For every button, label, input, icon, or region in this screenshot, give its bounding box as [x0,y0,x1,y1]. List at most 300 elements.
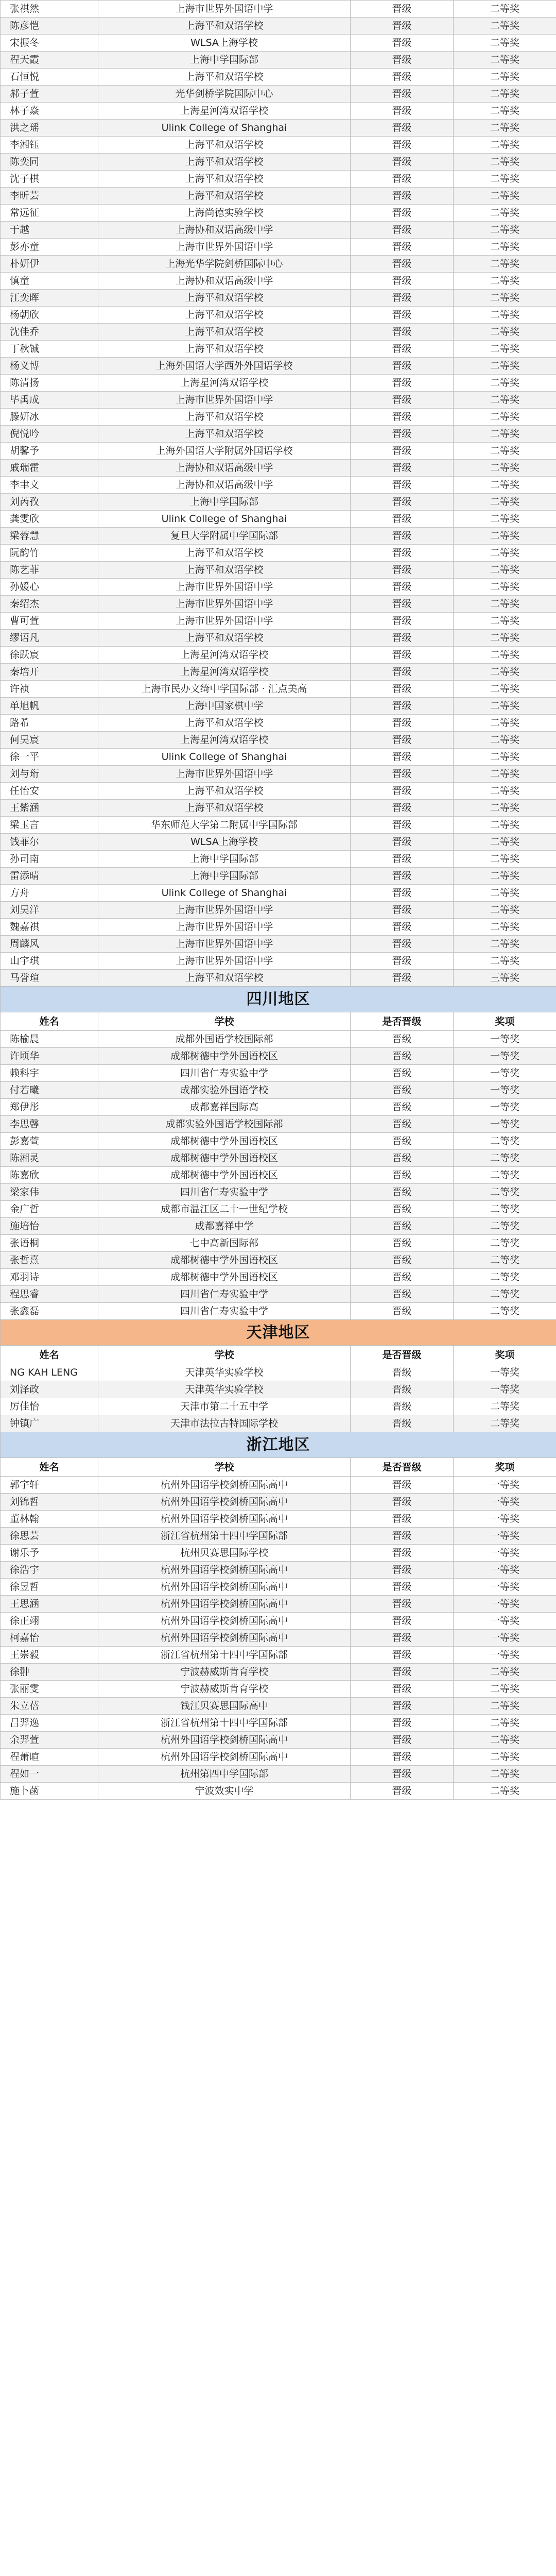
school-cell: 成都嘉祥国际高 [98,1099,351,1116]
advancement-cell: 晋级 [351,579,454,596]
school-cell: 上海平和双语学校 [98,783,351,800]
school-cell: 杭州外国语学校剑桥国际高中 [98,1596,351,1613]
table-row [1,1562,556,1579]
table-row [1,1579,556,1596]
advancement-column-header: 是否晋级 [351,1346,454,1364]
award-cell: 二等奖 [454,919,556,936]
award-cell: 二等奖 [454,698,556,715]
student-name-cell: 刘锦哲 [1,1494,98,1511]
student-name-cell: 邓羽诗 [1,1269,98,1286]
advancement-cell: 晋级 [351,766,454,783]
award-cell: 二等奖 [454,1398,556,1415]
school-cell: Ulink College of Shanghai [98,885,351,902]
school-cell: 上海星河湾双语学校 [98,375,351,392]
award-cell: 二等奖 [454,188,556,205]
advancement-cell: 晋级 [351,273,454,290]
school-cell: 上海平和双语学校 [98,562,351,579]
student-name-cell: 厉佳怡 [1,1398,98,1415]
table-row [1,1269,556,1286]
school-cell: 上海平和双语学校 [98,970,351,987]
school-cell: 四川省仁寿实验中学 [98,1184,351,1201]
advancement-cell: 晋级 [351,562,454,579]
advancement-cell: 晋级 [351,1,454,18]
advancement-cell: 晋级 [351,409,454,426]
column-header-row [1,1458,556,1477]
student-name-cell: 方舟 [1,885,98,902]
award-cell: 一等奖 [454,1364,556,1381]
advancement-cell: 晋级 [351,664,454,681]
advancement-cell: 晋级 [351,1630,454,1647]
table-row [1,715,556,732]
school-cell: 上海平和双语学校 [98,171,351,188]
award-cell: 二等奖 [454,783,556,800]
column-header-row [1,1012,556,1031]
table-row [1,1099,556,1116]
school-cell: 上海中学国际部 [98,868,351,885]
student-name-cell: 刘芮孜 [1,494,98,511]
student-name-cell: 徐思芸 [1,1528,98,1545]
student-name-cell: 陈清扬 [1,375,98,392]
advancement-cell: 晋级 [351,749,454,766]
table-row [1,52,556,69]
advancement-cell: 晋级 [351,732,454,749]
school-cell: 上海平和双语学校 [98,800,351,817]
award-cell: 二等奖 [454,341,556,358]
column-header-row [1,1346,556,1364]
table-row [1,154,556,171]
advancement-cell: 晋级 [351,1415,454,1432]
table-row [1,749,556,766]
school-cell: 天津市第二十五中学 [98,1398,351,1415]
student-name-cell: 孙媛心 [1,579,98,596]
advancement-cell: 晋级 [351,69,454,86]
student-name-cell: 钟镇广 [1,1415,98,1432]
student-name-cell: 王紫涵 [1,800,98,817]
advancement-cell: 晋级 [351,477,454,494]
award-cell: 二等奖 [454,1766,556,1783]
student-name-cell: NG KAH LENG [1,1364,98,1381]
school-cell: 上海星河湾双语学校 [98,647,351,664]
advancement-cell: 晋级 [351,1082,454,1099]
advancement-cell: 晋级 [351,817,454,834]
advancement-cell: 晋级 [351,460,454,477]
advancement-cell: 晋级 [351,358,454,375]
student-name-cell: 陈奕同 [1,154,98,171]
table-row [1,851,556,868]
table-row [1,1381,556,1398]
student-name-cell: 梁家伟 [1,1184,98,1201]
advancement-cell: 晋级 [351,120,454,137]
school-cell: 上海星河湾双语学校 [98,732,351,749]
school-cell: 上海协和双语高级中学 [98,460,351,477]
table-row [1,528,556,545]
award-cell: 二等奖 [454,715,556,732]
award-cell: 二等奖 [454,902,556,919]
award-cell: 二等奖 [454,52,556,69]
student-name-cell: 郭宇轩 [1,1477,98,1494]
advancement-column-header: 是否晋级 [351,1012,454,1031]
award-cell: 一等奖 [454,1494,556,1511]
table-row [1,579,556,596]
student-name-cell: 张祺然 [1,1,98,18]
region-header-sichuan [1,987,556,1012]
award-cell: 二等奖 [454,1133,556,1150]
table-row [1,1286,556,1303]
award-column-header: 奖项 [454,1346,556,1364]
advancement-cell: 晋级 [351,154,454,171]
table-row [1,477,556,494]
award-cell: 二等奖 [454,1150,556,1167]
advancement-column-header: 是否晋级 [351,1458,454,1477]
advancement-cell: 晋级 [351,443,454,460]
student-name-cell: 程如一 [1,1766,98,1783]
advancement-cell: 晋级 [351,35,454,52]
advancement-cell: 晋级 [351,171,454,188]
table-row [1,953,556,970]
award-cell: 二等奖 [454,851,556,868]
school-cell: 上海市世界外国语中学 [98,239,351,256]
school-cell: 上海平和双语学校 [98,188,351,205]
region-title: 四川地区 [1,987,556,1012]
award-cell: 二等奖 [454,1286,556,1303]
advancement-cell: 晋级 [351,1698,454,1715]
school-cell: 宁波赫威斯肯育学校 [98,1664,351,1681]
school-cell: 成都树德中学外国语校区 [98,1269,351,1286]
table-row [1,222,556,239]
school-cell: 上海平和双语学校 [98,409,351,426]
school-cell: 上海中国家棋中学 [98,698,351,715]
student-name-cell: 付若曦 [1,1082,98,1099]
student-name-cell: 滕妍冰 [1,409,98,426]
award-cell: 二等奖 [454,358,556,375]
student-name-cell: 徐一平 [1,749,98,766]
award-cell: 二等奖 [454,1749,556,1766]
student-name-cell: 金广哲 [1,1201,98,1218]
student-name-cell: 许顷华 [1,1048,98,1065]
student-name-cell: 董林翰 [1,1511,98,1528]
advancement-cell: 晋级 [351,851,454,868]
award-cell: 一等奖 [454,1031,556,1048]
award-cell: 二等奖 [454,1,556,18]
student-name-cell: 彭嘉萱 [1,1133,98,1150]
table-row [1,1494,556,1511]
student-name-cell: 路希 [1,715,98,732]
school-cell: 上海平和双语学校 [98,545,351,562]
school-cell: 上海市世界外国语中学 [98,1,351,18]
advancement-cell: 晋级 [351,256,454,273]
award-cell: 一等奖 [454,1596,556,1613]
award-column-header: 奖项 [454,1012,556,1031]
award-cell: 二等奖 [454,120,556,137]
table-row [1,596,556,613]
advancement-cell: 晋级 [351,1732,454,1749]
student-name-cell: 施培怡 [1,1218,98,1235]
student-name-cell: 徐正翊 [1,1613,98,1630]
table-row [1,766,556,783]
advancement-cell: 晋级 [351,1150,454,1167]
award-cell: 二等奖 [454,35,556,52]
advancement-cell: 晋级 [351,1562,454,1579]
award-cell: 二等奖 [454,766,556,783]
student-name-cell: 倪悦吟 [1,426,98,443]
table-row [1,273,556,290]
advancement-cell: 晋级 [351,1647,454,1664]
student-name-cell: 赖科宇 [1,1065,98,1082]
student-name-cell: 李昕芸 [1,188,98,205]
student-name-cell: 程思睿 [1,1286,98,1303]
award-cell: 二等奖 [454,426,556,443]
school-cell: 宁波赫威斯肯育学校 [98,1681,351,1698]
school-cell: 上海尚德实验学校 [98,205,351,222]
student-name-cell: 秦绍杰 [1,596,98,613]
name-column-header: 姓名 [1,1012,98,1031]
table-row [1,1167,556,1184]
school-cell: 成都树德中学外国语校区 [98,1150,351,1167]
advancement-cell: 晋级 [351,1596,454,1613]
student-name-cell: 于越 [1,222,98,239]
advancement-cell: 晋级 [351,1766,454,1783]
table-row [1,936,556,953]
table-row [1,375,556,392]
table-row [1,1364,556,1381]
school-cell: 上海平和双语学校 [98,426,351,443]
table-row [1,1511,556,1528]
student-name-cell: 任怡安 [1,783,98,800]
award-cell: 二等奖 [454,460,556,477]
table-row [1,69,556,86]
school-cell: 华东师范大学第二附属中学国际部 [98,817,351,834]
award-cell: 二等奖 [454,205,556,222]
student-name-cell: 宋振冬 [1,35,98,52]
school-cell: 上海星河湾双语学校 [98,664,351,681]
award-cell: 二等奖 [454,1303,556,1320]
table-row [1,256,556,273]
award-cell: 二等奖 [454,494,556,511]
student-name-cell: 李聿文 [1,477,98,494]
table-row [1,18,556,35]
region-header-zhejiang [1,1432,556,1458]
award-cell: 二等奖 [454,1252,556,1269]
student-name-cell: 刘与珩 [1,766,98,783]
award-cell: 二等奖 [454,630,556,647]
school-cell: 成都嘉祥中学 [98,1218,351,1235]
school-cell: 上海平和双语学校 [98,69,351,86]
award-cell: 二等奖 [454,579,556,596]
school-cell: 杭州外国语学校剑桥国际高中 [98,1494,351,1511]
table-row [1,137,556,154]
advancement-cell: 晋级 [351,545,454,562]
student-name-cell: 孙司南 [1,851,98,868]
advancement-cell: 晋级 [351,205,454,222]
table-row [1,171,556,188]
advancement-cell: 晋级 [351,936,454,953]
school-cell: 四川省仁寿实验中学 [98,1065,351,1082]
table-row [1,86,556,103]
award-cell: 二等奖 [454,409,556,426]
table-row [1,1545,556,1562]
student-name-cell: 王思涵 [1,1596,98,1613]
school-cell: 宁波效实中学 [98,1783,351,1800]
advancement-cell: 晋级 [351,137,454,154]
award-cell: 一等奖 [454,1562,556,1579]
award-cell: 二等奖 [454,596,556,613]
award-cell: 二等奖 [454,1415,556,1432]
school-cell: 上海平和双语学校 [98,341,351,358]
award-cell: 二等奖 [454,613,556,630]
award-cell: 一等奖 [454,1082,556,1099]
student-name-cell: 山宇琪 [1,953,98,970]
award-cell: 二等奖 [454,817,556,834]
award-cell: 一等奖 [454,1099,556,1116]
student-name-cell: 龚雯欣 [1,511,98,528]
table-row [1,698,556,715]
school-cell: 上海市世界外国语中学 [98,392,351,409]
advancement-cell: 晋级 [351,324,454,341]
table-row [1,732,556,749]
school-column-header: 学校 [98,1458,351,1477]
student-name-cell: 梁蓉慧 [1,528,98,545]
advancement-cell: 晋级 [351,1511,454,1528]
table-row [1,35,556,52]
table-row [1,1613,556,1630]
school-cell: 天津英华实验学校 [98,1364,351,1381]
student-name-cell: 秦培开 [1,664,98,681]
award-cell: 二等奖 [454,885,556,902]
student-name-cell: 张语桐 [1,1235,98,1252]
award-cell: 一等奖 [454,1381,556,1398]
school-cell: Ulink College of Shanghai [98,749,351,766]
advancement-cell: 晋级 [351,1494,454,1511]
advancement-cell: 晋级 [351,613,454,630]
school-cell: 复旦大学附属中学国际部 [98,528,351,545]
award-cell: 二等奖 [454,681,556,698]
award-cell: 二等奖 [454,1269,556,1286]
award-cell: 一等奖 [454,1065,556,1082]
award-cell: 二等奖 [454,1698,556,1715]
school-cell: 上海平和双语学校 [98,137,351,154]
student-name-cell: 余羿萱 [1,1732,98,1749]
school-cell: 上海平和双语学校 [98,324,351,341]
award-cell: 二等奖 [454,1235,556,1252]
award-cell: 二等奖 [454,1167,556,1184]
school-cell: 杭州贝赛思国际学校 [98,1545,351,1562]
school-cell: 上海市世界外国语中学 [98,919,351,936]
table-row [1,188,556,205]
table-row [1,494,556,511]
school-cell: 上海平和双语学校 [98,307,351,324]
award-cell: 二等奖 [454,103,556,120]
advancement-cell: 晋级 [351,596,454,613]
school-cell: Ulink College of Shanghai [98,120,351,137]
student-name-cell: 陈彦恺 [1,18,98,35]
table-row [1,817,556,834]
school-cell: 杭州第四中学国际部 [98,1766,351,1783]
school-cell: 上海市世界外国语中学 [98,902,351,919]
table-row [1,1664,556,1681]
student-name-cell: 陈嘉欣 [1,1167,98,1184]
table-row [1,681,556,698]
school-cell: 浙江省杭州第十四中学国际部 [98,1715,351,1732]
award-cell: 一等奖 [454,1630,556,1647]
advancement-cell: 晋级 [351,341,454,358]
award-cell: 二等奖 [454,18,556,35]
student-name-cell: 彭亦童 [1,239,98,256]
school-column-header: 学校 [98,1346,351,1364]
school-cell: 上海市世界外国语中学 [98,953,351,970]
student-name-cell: 郝子萱 [1,86,98,103]
student-name-cell: 张丽雯 [1,1681,98,1698]
table-row [1,562,556,579]
student-name-cell: 杨义博 [1,358,98,375]
school-cell: 上海市世界外国语中学 [98,579,351,596]
award-cell: 二等奖 [454,749,556,766]
student-name-cell: 沈子棋 [1,171,98,188]
school-cell: 上海平和双语学校 [98,715,351,732]
school-cell: 杭州外国语学校剑桥国际高中 [98,1749,351,1766]
advancement-cell: 晋级 [351,1613,454,1630]
table-row [1,1783,556,1800]
table-row [1,1749,556,1766]
table-row [1,1150,556,1167]
school-cell: 上海市世界外国语中学 [98,613,351,630]
award-cell: 一等奖 [454,1116,556,1133]
school-cell: 上海光华学院剑桥国际中心 [98,256,351,273]
student-name-cell: 钱菲尔 [1,834,98,851]
advancement-cell: 晋级 [351,494,454,511]
award-cell: 二等奖 [454,307,556,324]
award-cell: 二等奖 [454,273,556,290]
advancement-cell: 晋级 [351,528,454,545]
table-row [1,290,556,307]
advancement-cell: 晋级 [351,698,454,715]
table-row [1,613,556,630]
student-name-cell: 马誉瑄 [1,970,98,987]
student-name-cell: 周麟风 [1,936,98,953]
advancement-cell: 晋级 [351,1579,454,1596]
advancement-cell: 晋级 [351,103,454,120]
advancement-cell: 晋级 [351,783,454,800]
award-cell: 二等奖 [454,953,556,970]
region-title: 天津地区 [1,1320,556,1346]
school-cell: WLSA上海学校 [98,834,351,851]
school-cell: 成都市温江区二十一世纪学校 [98,1201,351,1218]
school-cell: 成都树德中学外国语校区 [98,1167,351,1184]
student-name-cell: 徐浩宇 [1,1562,98,1579]
award-cell: 二等奖 [454,137,556,154]
student-name-cell: 魏嘉祺 [1,919,98,936]
award-cell: 二等奖 [454,222,556,239]
student-name-cell: 戚瑞霍 [1,460,98,477]
school-cell: 上海协和双语高级中学 [98,222,351,239]
advancement-cell: 晋级 [351,1477,454,1494]
table-row [1,120,556,137]
student-name-cell: 胡馨予 [1,443,98,460]
table-row [1,868,556,885]
school-cell: 上海平和双语学校 [98,18,351,35]
student-name-cell: 程萧暄 [1,1749,98,1766]
advancement-cell: 晋级 [351,1099,454,1116]
student-name-cell: 沈佳乔 [1,324,98,341]
advancement-cell: 晋级 [351,715,454,732]
name-column-header: 姓名 [1,1346,98,1364]
student-name-cell: 张哲熹 [1,1252,98,1269]
advancement-cell: 晋级 [351,1303,454,1320]
table-row [1,1303,556,1320]
school-cell: 四川省仁寿实验中学 [98,1286,351,1303]
student-name-cell: 朱立蓓 [1,1698,98,1715]
award-cell: 二等奖 [454,154,556,171]
award-cell: 二等奖 [454,528,556,545]
